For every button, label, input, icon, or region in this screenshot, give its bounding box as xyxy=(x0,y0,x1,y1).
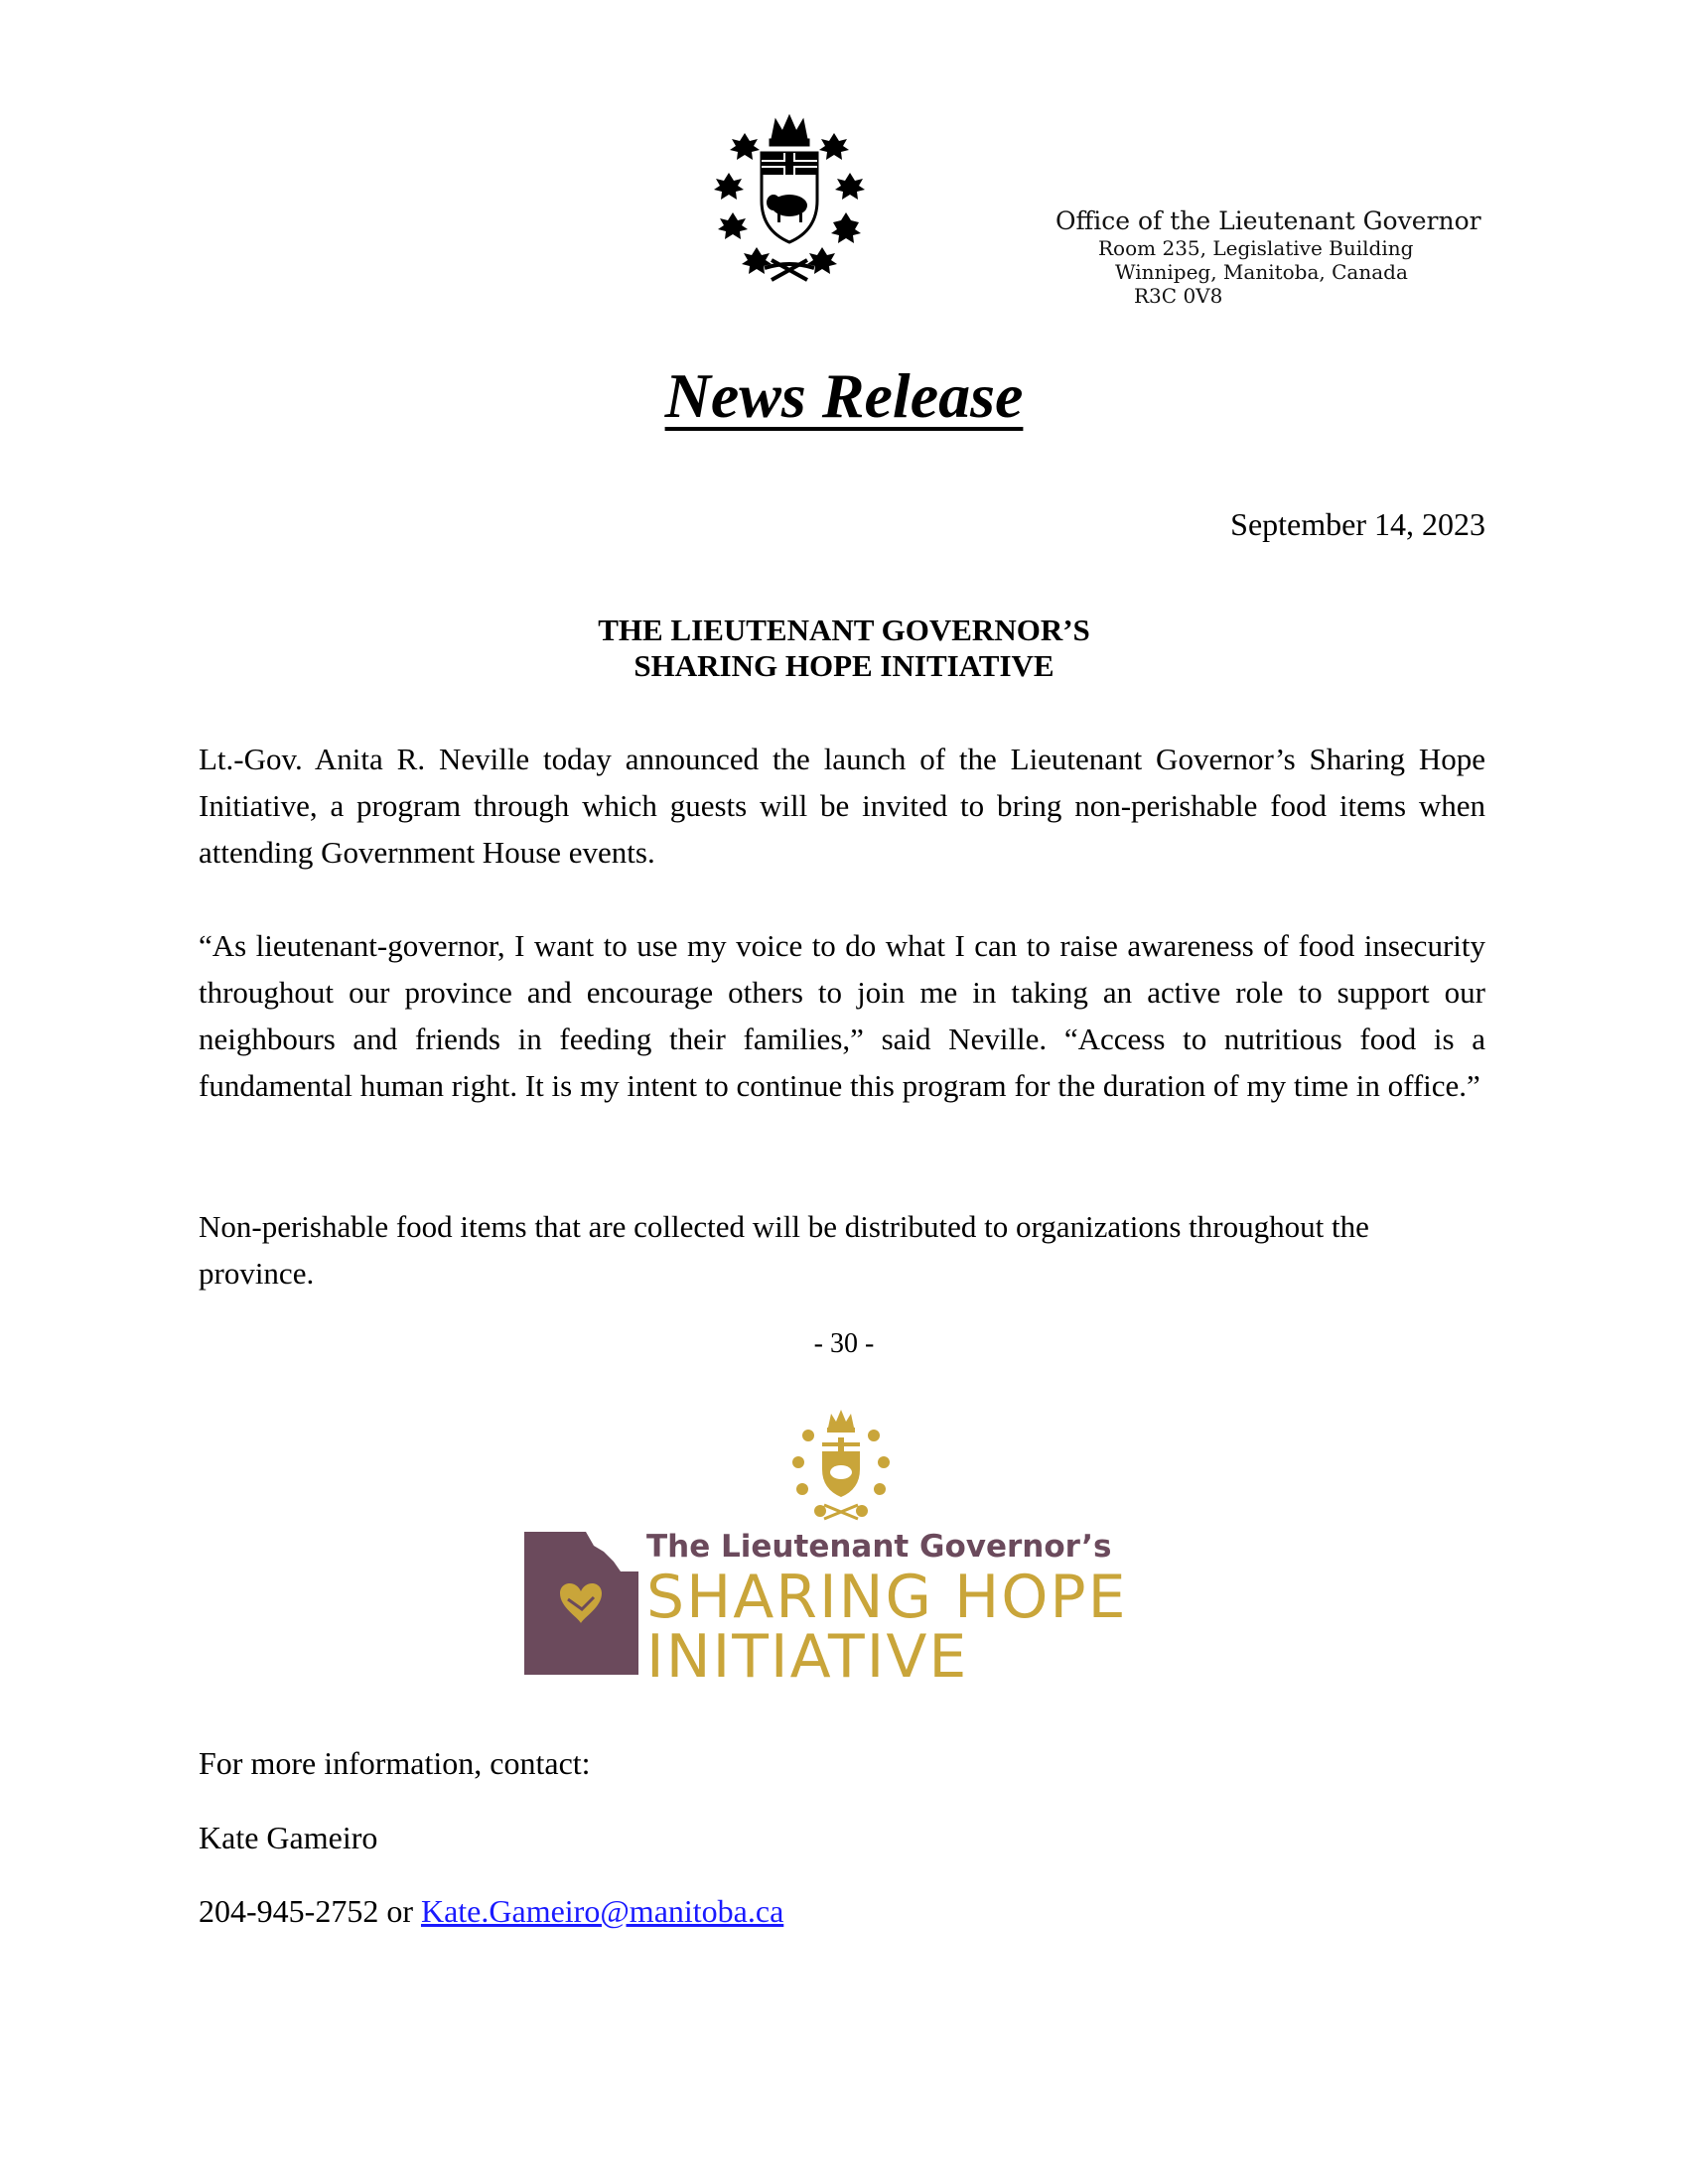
logo-title-line-2: INITIATIVE xyxy=(646,1622,969,1692)
office-city: Winnipeg, Manitoba, Canada xyxy=(1115,260,1408,284)
contact-details xyxy=(199,1893,783,1930)
gold-crest-icon xyxy=(786,1408,896,1527)
contact-phone: 204-945-2752 or xyxy=(199,1893,421,1929)
body-paragraph-1: Lt.-Gov. Anita R. Neville today announced the launch of the Lieutenant Governor’s Sharing Hope Initiative, a program through which guests will be invited to bring non-perishable food items when attending Government House events. xyxy=(199,742,1485,870)
office-name: Office of the Lieutenant Governor xyxy=(1055,206,1481,235)
crest-icon xyxy=(710,111,869,285)
logo-subtitle: The Lieutenant Governor’s xyxy=(646,1529,1112,1565)
office-room: Room 235, Legislative Building xyxy=(1098,236,1414,260)
page-title-text: News Release xyxy=(664,360,1024,431)
page-title xyxy=(0,359,1688,433)
contact-name: Kate Gameiro xyxy=(199,1820,378,1855)
contact-email-link[interactable]: Kate.Gameiro@manitoba.ca xyxy=(420,1893,784,1929)
body-paragraph-2: “As lieutenant-governor, I want to use my voice to do what I can to raise awareness of food insecurity throughout our province and encourage others to join me in taking an active role to support our neighbours and friends in feeding their families,” said Neville. “Access to nutritious food is a fundamental human right. It is my intent to continue this program for the duration of my time in office.” xyxy=(199,928,1485,1103)
manitoba-heart-hands-icon xyxy=(524,1532,638,1675)
office-postal-code: R3C 0V8 xyxy=(1134,284,1223,308)
release-date: September 14, 2023 xyxy=(1230,506,1485,542)
headline-line-2: SHARING HOPE INITIATIVE xyxy=(633,648,1055,683)
end-mark: - 30 - xyxy=(813,1328,875,1359)
headline-line-1: THE LIEUTENANT GOVERNOR’S xyxy=(598,613,1090,647)
body-paragraph-3: Non-perishable food items that are collected will be distributed to organizations throughout the province. xyxy=(199,1209,1369,1291)
logo-title-line-1: SHARING HOPE xyxy=(646,1563,1128,1632)
contact-intro: For more information, contact: xyxy=(199,1745,591,1781)
headline xyxy=(0,613,1688,684)
